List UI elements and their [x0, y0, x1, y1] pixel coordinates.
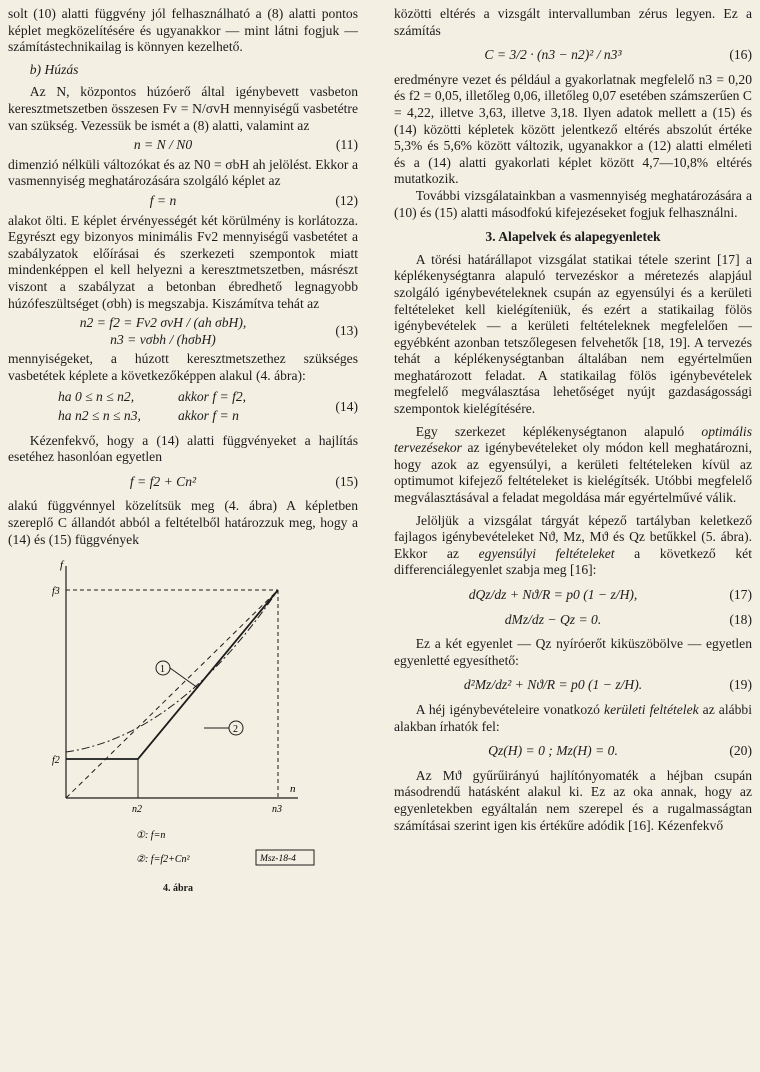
equation-13a: n2 = f2 = Fv2 σvH / (ah σbH), — [79, 315, 247, 331]
equation-body: C = 3/2 · (n3 − n2)² / n3³ — [484, 47, 622, 63]
equation-body: f = n — [149, 192, 177, 208]
paragraph: A héj igénybevételeire vonatkozó kerületi feltételek az alábbi alakban írhatók fel: — [394, 701, 752, 734]
paragraph: alakot ölti. E képlet érvényességét két körülmény is korlátozza. Egyrészt egy bizonyos minimális Fv2 mennyiségű vasbetétet a szabályzatok előírásai és szerkezeti szempontok miatt mindenképpen el kell helyezni a keresztmetszetben, másrészt viszont a szabályzat a betonban ébredhető legnagyobb húzófeszültséget (σbh) is megszabja. Kiszámítva tehát az — [8, 212, 358, 311]
equation-19 — [394, 677, 752, 694]
marker-2-label: 2 — [233, 724, 238, 736]
equation-number: (15) — [335, 473, 358, 489]
equation-body: Qz(H) = 0 ; Mz(H) = 0. — [488, 743, 618, 759]
paragraph: mennyiségeket, a húzott keresztmetszethez szükséges vasbetétek képlete a következőképpen alakul (4. ábra): — [8, 351, 358, 383]
paragraph: Kézenfekvő, hogy a (14) alatti függvényeket a hajlítás esetéhez hasonlóan egyetlen — [8, 432, 358, 465]
legend-1: ①: f=n — [136, 830, 166, 842]
equation-number: (19) — [729, 677, 752, 693]
equation-18 — [394, 612, 752, 629]
marker-1-leader — [170, 668, 198, 688]
paragraph: További vizsgálatainkban a vasmennyiség meghatározására a (10) és (15) alatti másodfokú kifejezéseket fogjuk felhasználni. — [394, 187, 752, 220]
equation-number: (16) — [729, 47, 752, 63]
equation-body: n = N / N0 — [133, 137, 193, 153]
equation-number: (11) — [335, 137, 358, 153]
equation-number: (18) — [729, 611, 752, 627]
equation-20 — [394, 743, 752, 760]
equation-number: (12) — [335, 192, 358, 208]
equation-number: (14) — [335, 398, 358, 414]
equation-body: f = f2 + Cn² — [129, 473, 197, 489]
x-axis-label: n — [290, 783, 296, 796]
right-column — [394, 6, 752, 834]
equation-number: (20) — [729, 743, 752, 759]
equation-number: (13) — [335, 323, 358, 339]
n2-label: n2 — [132, 804, 142, 816]
equation-body: dMz/dz − Qz = 0. — [504, 611, 602, 627]
equation-15 — [8, 474, 358, 491]
figure-4 — [8, 556, 348, 896]
curve-1-line — [66, 590, 278, 798]
case-result: akkor f = f2, — [178, 389, 247, 405]
f2-label: f2 — [52, 755, 60, 767]
paragraph: dimenzió nélküli változókat és az N0 = σbH ah jelölést. Ekkor a vasmennyiség meghatározására szolgáló képlet az — [8, 156, 358, 189]
curve-2-parabola — [66, 590, 278, 752]
equation-17 — [394, 587, 752, 604]
equation-11 — [8, 137, 358, 154]
paragraph: Jelöljük a vizsgálat tárgyát képező tartályban keletkező fajlagos igénybevételeket Nϑ, Mz, Mϑ és Qz betűkkel (5. ábra). Ekkor az egyensúlyi feltételeket a következő két differenciálegyenlet szabja meg [16]: — [394, 512, 752, 578]
paragraph: Ez a két egyenlet — Qz nyíróerőt kiküszöbölve — egyetlen egyenletté egyesíthető: — [394, 636, 752, 668]
n3-label: n3 — [272, 804, 282, 816]
f3-label: f3 — [52, 586, 60, 598]
equation-number: (17) — [729, 587, 752, 602]
paragraph: solt (10) alatti függvény jól felhasználható a (8) alatti pontos képlet megközelítésére és ugyanakkor — mint látni fogjuk — számítástechnikailag is könnyen kezelhető. — [8, 6, 358, 55]
case-condition: ha n2 ≤ n ≤ n3, — [58, 408, 141, 424]
equation-body: dQz/dz + Nϑ/R = p0 (1 − z/H), — [468, 587, 638, 602]
left-column — [8, 6, 358, 896]
equation-12 — [8, 193, 358, 210]
paragraph: A törési határállapot vizsgálat statikai tétele szerint [17] a képlékenységtanra alapuló tervezéskor a méretezés alapjául szolgáló igénybevételeknek csupán az egyensúlyi és a kerületi feltételeket kell kielégíteniük, és ezért a statikailag fölös igénybevételek — a kerületi feltételeknek megfelelően — egyébként azonban tetszőlegesen felvehetők [18, 19]. A tervezés tehát a képlékenységtanban általában nem egyértelműen meghatározott feladat. A statikailag fölös igénybevételek megfelelő megválasztása lehetőséget nyújt gazdaságossági szempontok kielégítésére. — [394, 251, 752, 417]
section-heading-b: b) Húzás — [29, 61, 79, 77]
stamp: Msz-18-4 — [260, 854, 296, 865]
paragraph: Az N, központos húzóerő által igénybevett vasbeton keresztmetszetben összesen Fv = N/σvH mennyiségű vasbetétre van szükség. Vezessük be ismét a (8) alatti, valamint az — [8, 84, 358, 133]
figure-caption: 4. ábra — [163, 882, 193, 894]
equation-13 — [8, 315, 358, 348]
case-result: akkor f = n — [178, 408, 239, 424]
legend-2: ②: f=f2+Cn² — [136, 854, 190, 866]
equation-13b: n3 = vσbh / (hσbH) — [110, 331, 216, 347]
paragraph: Az Mϑ gyűrűirányú hajlítónyomaték a héjban csupán másodrendű hatásként alakul ki. Ez az oka annak, hogy az egyenletekben egyáltalán nem szerepel és a rugalmasságtan számításai szerint igen kis értékűre adódik [16]. Kézenfekvő — [394, 767, 752, 833]
equation-16 — [394, 47, 752, 64]
case-condition: ha 0 ≤ n ≤ n2, — [58, 389, 135, 405]
paragraph: eredményre vezet és például a gyakorlatnak megfelelő n3 = 0,20 és f2 = 0,05, illetőleg 0,06, illetőleg 0,07 esetében számszerűen C = 4,22, illetve 3,63, illetve 3,18. Ilyen adatok mellett a (15) és (14) közötti képletek között jelentkező eltérés abszolút értéke 5,3% és 5,6% között változik, ugyanakkor a (12) alatti elméleti és a (14) alatti gyakorlati képlet között 4,7—10,8% eltérés mutatkozik. — [394, 71, 752, 187]
equation-body: d²Mz/dz² + Nϑ/R = p0 (1 − z/H). — [463, 677, 643, 693]
equation-14 — [8, 387, 358, 426]
paragraph: alakú függvénnyel közelítsük meg (4. ábra) A képletben szereplő C állandót abból a feltételből határozzuk meg, hogy a (14) és (15) függvények — [8, 498, 358, 547]
figure-plot — [8, 556, 348, 876]
y-axis-label: f — [60, 559, 64, 572]
marker-1-label: 1 — [160, 664, 165, 676]
paragraph: Egy szerkezet képlékenységtanon alapuló optimális tervezésekor az igénybevételeket oly módon kell meghatározni, hogy azok az egyensúlyi, a kerületi feltételeken kívül az optimumot kifejező feltételeket is kielégítsék. Utóbbi megfelelő megválasztásával a feladat megoldása már egyértelművé válik. — [394, 423, 752, 506]
practical-curve — [66, 590, 278, 759]
paragraph: közötti eltérés a vizsgált intervallumban zérus legyen. Ez a számítás — [394, 6, 752, 38]
section-heading-3: 3. Alapelvek és alapegyenletek — [485, 229, 661, 245]
